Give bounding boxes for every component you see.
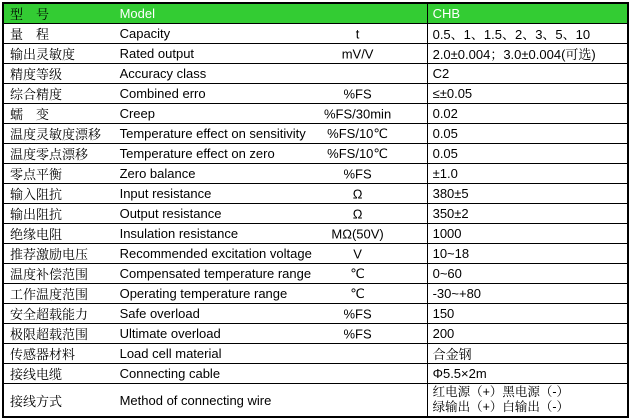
- label-cn: 输出灵敏度: [3, 44, 115, 64]
- row-capacity: [3, 24, 628, 44]
- label-en-cell: [115, 104, 428, 124]
- label-en-cell: [115, 344, 428, 364]
- label-cn: 输入阻抗: [3, 184, 115, 204]
- label-en: Ultimate overload: [119, 326, 221, 341]
- label-en: Accuracy class: [119, 66, 207, 81]
- wiring-line-2: 绿输出（+）白输出（-）: [432, 400, 570, 414]
- header-model-value: CHB: [427, 3, 628, 24]
- label-cn: 温度补偿范围: [3, 264, 115, 284]
- row-insulation-resistance: [3, 224, 628, 244]
- label-cn: 输出阻抗: [3, 204, 115, 224]
- value: C2: [427, 64, 628, 84]
- label-en-cell: [115, 124, 428, 144]
- label-en-cell: [115, 164, 428, 184]
- label-cn: 工作温度范围: [3, 284, 115, 304]
- label-en-cell: [115, 24, 428, 44]
- unit: t: [355, 26, 360, 41]
- value: 0~60: [427, 264, 628, 284]
- label-cn: 传感器材料: [3, 344, 115, 364]
- value: 380±5: [427, 184, 628, 204]
- unit: %FS/10℃: [327, 145, 389, 161]
- label-cn: 极限超载范围: [3, 324, 115, 344]
- label-en: Connecting cable: [119, 366, 221, 381]
- row-operating-temp-range: [3, 284, 628, 304]
- label-cn: 零点平衡: [3, 164, 115, 184]
- row-ultimate-overload: [3, 324, 628, 344]
- header-label-en: Model: [119, 6, 156, 21]
- row-output-resistance: [3, 204, 628, 224]
- row-wiring-method: [3, 384, 628, 418]
- value: 1000: [427, 224, 628, 244]
- value: 0.05: [427, 124, 628, 144]
- row-input-resistance: [3, 184, 628, 204]
- label-en-cell: [115, 304, 428, 324]
- label-en-cell: [115, 144, 428, 164]
- value: [427, 384, 628, 418]
- unit: Ω: [352, 186, 363, 201]
- label-cn: 蠕 变: [3, 104, 115, 124]
- label-cn: 接线电缆: [3, 364, 115, 384]
- label-en: Zero balance: [119, 166, 196, 181]
- value: 10~18: [427, 244, 628, 264]
- row-zero-balance: [3, 164, 628, 184]
- label-en-cell: [115, 204, 428, 224]
- table-header-row: [3, 3, 628, 24]
- unit: ℃: [350, 285, 365, 301]
- unit: Ω: [352, 206, 363, 221]
- row-connecting-cable: [3, 364, 628, 384]
- value: 150: [427, 304, 628, 324]
- label-en: Method of connecting wire: [119, 392, 272, 408]
- row-load-cell-material: [3, 344, 628, 364]
- unit: %FS: [343, 326, 372, 341]
- value: ±1.0: [427, 164, 628, 184]
- label-en: Load cell material: [119, 346, 222, 361]
- label-en-cell: [115, 244, 428, 264]
- spec-table: [2, 2, 629, 418]
- wiring-line-1: 红电源（+）黑电源（-）: [432, 385, 570, 399]
- label-en: Rated output: [119, 46, 195, 61]
- label-en-cell: [115, 384, 428, 418]
- label-en: Capacity: [119, 26, 171, 41]
- unit: V: [353, 246, 362, 261]
- unit: mV/V: [341, 46, 374, 61]
- label-en-cell: [115, 184, 428, 204]
- value: ≤±0.05: [427, 84, 628, 104]
- label-en: Output resistance: [119, 206, 222, 221]
- label-en-cell: [115, 284, 428, 304]
- label-en: Temperature effect on zero: [119, 146, 275, 161]
- label-en: Insulation resistance: [119, 226, 239, 241]
- label-en: Recommended excitation voltage: [119, 246, 312, 261]
- value: 350±2: [427, 204, 628, 224]
- label-en-cell: [115, 264, 428, 284]
- label-en: Safe overload: [119, 306, 200, 321]
- row-combined-error: [3, 84, 628, 104]
- value: 0.5、1、1.5、2、3、5、10: [427, 24, 628, 44]
- label-en-cell: [115, 324, 428, 344]
- unit: ℃: [350, 265, 365, 281]
- label-en: Operating temperature range: [119, 286, 288, 301]
- label-en: Compensated temperature range: [119, 266, 312, 281]
- label-cn: 温度灵敏度漂移: [3, 124, 115, 144]
- label-en: Temperature effect on sensitivity: [119, 126, 306, 141]
- row-temp-effect-zero: [3, 144, 628, 164]
- row-safe-overload: [3, 304, 628, 324]
- unit: %FS: [343, 166, 372, 181]
- row-temp-effect-sensitivity: [3, 124, 628, 144]
- row-accuracy-class: [3, 64, 628, 84]
- label-cn: 综合精度: [3, 84, 115, 104]
- value: 200: [427, 324, 628, 344]
- label-en: Combined erro: [119, 86, 206, 101]
- row-excitation-voltage: [3, 244, 628, 264]
- label-cn: 精度等级: [3, 64, 115, 84]
- label-en-cell: [115, 44, 428, 64]
- row-compensated-temp-range: [3, 264, 628, 284]
- label-cn: 温度零点漂移: [3, 144, 115, 164]
- label-en: Creep: [119, 106, 156, 121]
- value: 0.05: [427, 144, 628, 164]
- value: 0.02: [427, 104, 628, 124]
- header-label-cn: 型 号: [3, 3, 115, 24]
- label-en-cell: [115, 364, 428, 384]
- row-rated-output: [3, 44, 628, 64]
- label-cn: 量 程: [3, 24, 115, 44]
- value: Φ5.5×2m: [427, 364, 628, 384]
- label-en-cell: [115, 64, 428, 84]
- label-en: Input resistance: [119, 186, 212, 201]
- label-cn: 绝缘电阻: [3, 224, 115, 244]
- label-cn: 接线方式: [3, 384, 115, 418]
- unit: MΩ(50V): [331, 226, 384, 241]
- header-label-en-cell: [115, 3, 428, 24]
- unit: %FS: [343, 306, 372, 321]
- value: -30~+80: [427, 284, 628, 304]
- unit: %FS/30min: [323, 106, 392, 121]
- row-creep: [3, 104, 628, 124]
- value: 合金钢: [427, 344, 628, 364]
- label-cn: 推荐激励电压: [3, 244, 115, 264]
- label-en-cell: [115, 224, 428, 244]
- unit: %FS/10℃: [327, 125, 389, 141]
- value: 2.0±0.004；3.0±0.004(可选): [427, 44, 628, 64]
- unit: %FS: [343, 86, 372, 101]
- label-en-cell: [115, 84, 428, 104]
- label-cn: 安全超载能力: [3, 304, 115, 324]
